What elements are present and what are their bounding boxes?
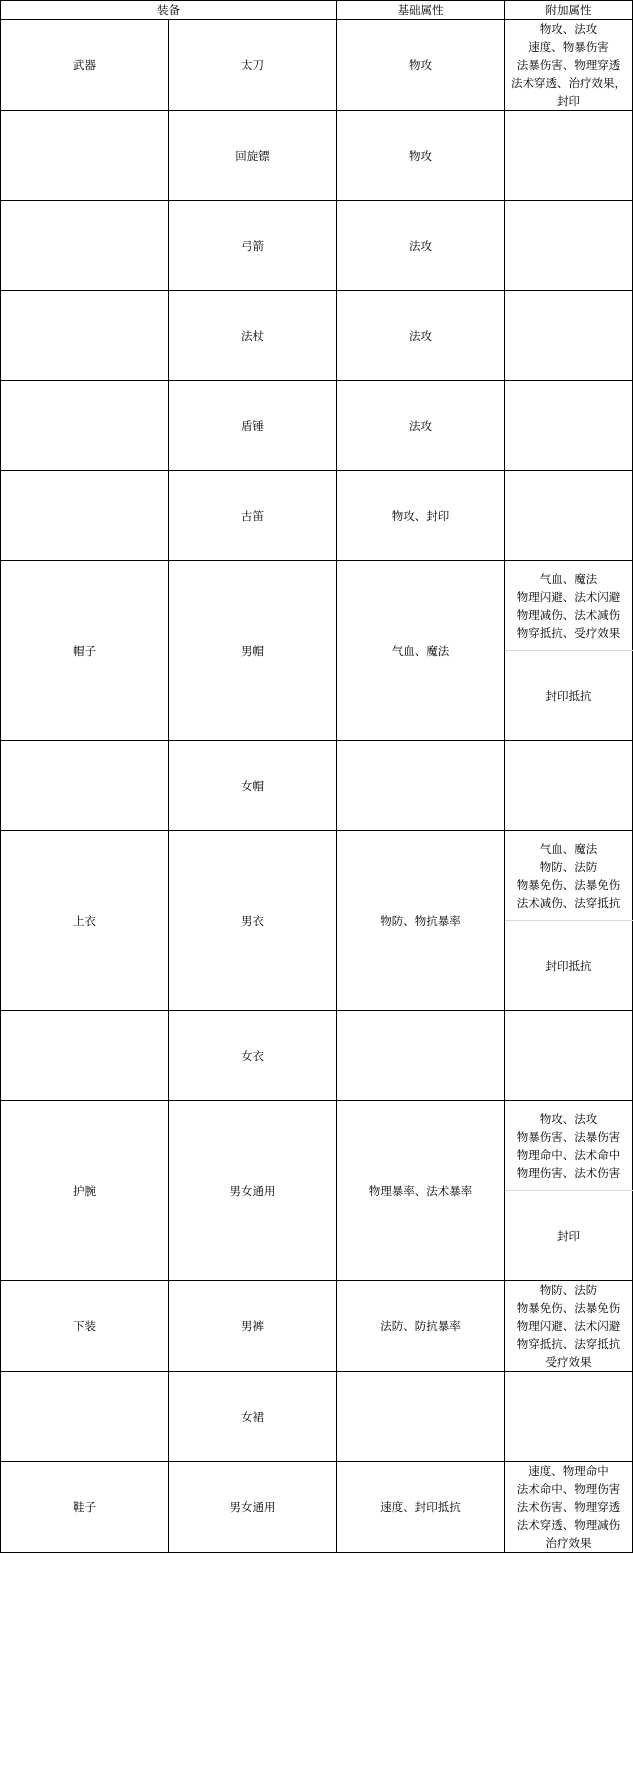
table-row [1,291,633,381]
extra-attr-line: 物理伤害、法术伤害 [516,1165,621,1180]
base-attr-cell [337,1011,505,1101]
header-extra-attr: 附加属性 [505,1,633,20]
table-row [1,1011,633,1101]
extra-attr-cell [505,201,633,291]
extra-attr-cell [505,1011,633,1101]
base-attr-cell: 法防、防抗暴率 [337,1281,505,1372]
extra-attr-cell [505,1101,633,1191]
table-row [1,471,633,561]
extra-attr-line: 法暴伤害、物理穿透 [516,58,621,72]
category-cell [1,1372,169,1462]
extra-attr-line: 物攻、法攻 [539,22,598,36]
extra-attr-line: 封印 [557,94,580,108]
table-row [1,1281,633,1372]
category-cell [1,291,169,381]
base-attr-cell: 物防、物抗暴率 [337,831,505,1011]
table-row [1,1462,633,1553]
extra-attr-line: 受疗效果 [545,1355,592,1369]
category-cell [1,741,169,831]
extra-attr-line: 封印 [557,1228,580,1243]
header-row [1,1,633,20]
item-cell: 弓箭 [169,201,337,291]
base-attr-cell: 法攻 [337,291,505,381]
extra-attr-cell [505,291,633,381]
extra-attr-cell [505,561,633,651]
extra-attr-line: 物暴伤害、法暴伤害 [516,1129,621,1144]
base-attr-cell: 物理暴率、法术暴率 [337,1101,505,1281]
extra-attr-line: 法术穿透、治疗效果， [511,76,626,90]
base-attr-cell: 速度、封印抵抗 [337,1462,505,1553]
table-row [1,1101,633,1191]
base-attr-cell: 物攻 [337,111,505,201]
table-row [1,201,633,291]
extra-attr-cell [505,831,633,921]
extra-attr-line: 物攻、法攻 [539,1111,598,1126]
extra-attr-line: 物防、法防 [539,1283,598,1297]
category-cell [1,381,169,471]
extra-attr-line: 法术伤害、物理穿透 [516,1500,621,1514]
extra-attr-line: 物防、法防 [539,859,598,874]
item-cell: 男女通用 [169,1101,337,1281]
extra-attr-cell [505,111,633,201]
extra-attr-line: 物穿抵抗、受疗效果 [516,625,621,640]
category-cell [1,1011,169,1101]
extra-attr-cell-secondary [505,1191,633,1281]
category-cell [1,201,169,291]
extra-attr-cell [505,381,633,471]
extra-attr-line: 速度、物理命中 [528,1464,609,1478]
table-row [1,561,633,651]
extra-attr-cell-secondary [505,651,633,741]
extra-attr-line: 物暴免伤、法暴免伤 [516,877,621,892]
extra-attr-line: 速度、物暴伤害 [528,40,609,54]
item-cell: 女帽 [169,741,337,831]
extra-attr-line: 气血、魔法 [539,571,598,586]
category-cell: 帽子 [1,561,169,741]
base-attr-cell: 物攻、封印 [337,471,505,561]
item-cell: 太刀 [169,20,337,111]
table-row [1,20,633,111]
extra-attr-cell [505,1462,633,1553]
item-cell: 男女通用 [169,1462,337,1553]
item-cell: 盾锤 [169,381,337,471]
table-row [1,831,633,921]
item-cell: 古笛 [169,471,337,561]
base-attr-cell [337,741,505,831]
base-attr-cell: 法攻 [337,381,505,471]
item-cell: 男裤 [169,1281,337,1372]
extra-attr-line: 物理减伤、法术减伤 [516,607,621,622]
extra-attr-line: 封印抵抗 [545,958,592,973]
extra-attr-line: 治疗效果 [545,1536,592,1550]
extra-attr-line: 物理闪避、法术闪避 [516,589,621,604]
category-cell: 下装 [1,1281,169,1372]
extra-attr-line: 封印抵抗 [545,688,592,703]
header-base-attr: 基础属性 [337,1,505,20]
category-cell: 鞋子 [1,1462,169,1553]
extra-attr-cell [505,741,633,831]
base-attr-cell [337,1372,505,1462]
table-row [1,741,633,831]
category-cell: 武器 [1,20,169,111]
item-cell: 男帽 [169,561,337,741]
table-row [1,381,633,471]
item-cell: 女衣 [169,1011,337,1101]
table-row [1,1372,633,1462]
item-cell: 男衣 [169,831,337,1011]
item-cell: 回旋镖 [169,111,337,201]
extra-attr-cell [505,20,633,111]
item-cell: 女裙 [169,1372,337,1462]
header-equipment: 装备 [1,1,337,20]
extra-attr-cell-secondary [505,921,633,1011]
extra-attr-line: 物理闪避、法术闪避 [516,1319,621,1333]
base-attr-cell: 法攻 [337,201,505,291]
base-attr-cell: 气血、魔法 [337,561,505,741]
extra-attr-cell [505,1281,633,1372]
extra-attr-line: 法术穿透、物理减伤 [516,1518,621,1532]
extra-attr-cell [505,471,633,561]
table-row [1,111,633,201]
base-attr-cell: 物攻 [337,20,505,111]
extra-attr-line: 物暴免伤、法暴免伤 [516,1301,621,1315]
category-cell [1,111,169,201]
category-cell: 上衣 [1,831,169,1011]
extra-attr-line: 物理命中、法术命中 [516,1147,621,1162]
extra-attr-cell [505,1372,633,1462]
category-cell: 护腕 [1,1101,169,1281]
category-cell [1,471,169,561]
extra-attr-line: 物穿抵抗、法穿抵抗 [516,1337,621,1351]
extra-attr-line: 法术命中、物理伤害 [516,1482,621,1496]
extra-attr-line: 法术减伤、法穿抵抗 [516,895,621,910]
extra-attr-line: 气血、魔法 [539,841,598,856]
item-cell: 法杖 [169,291,337,381]
